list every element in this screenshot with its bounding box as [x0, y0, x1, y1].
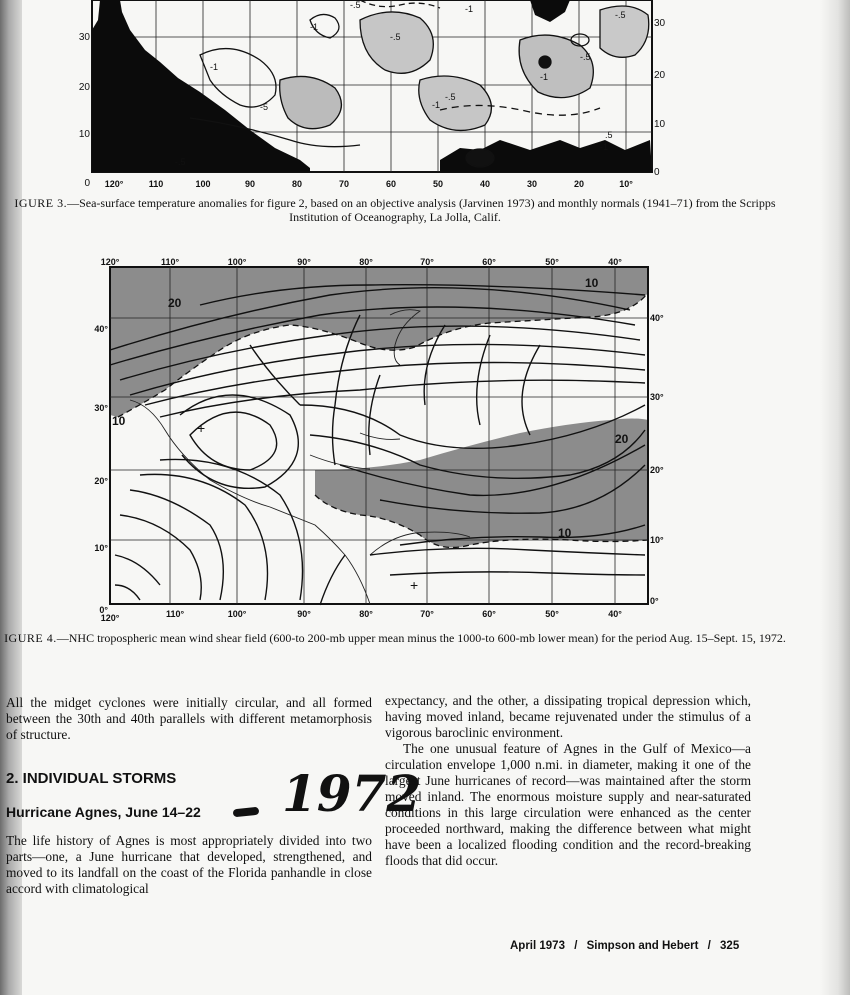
figure-4-lat-label-left: 30°	[94, 403, 108, 413]
figure-3-lon-label: 30	[526, 179, 538, 189]
page-footer	[510, 940, 739, 952]
figure-4-lon-label-top: 40°	[608, 257, 622, 267]
right-column	[385, 693, 751, 869]
figure-4-lat-label-right: 30°	[650, 392, 664, 402]
figure-4-lon-label-bottom: 90°	[297, 609, 311, 619]
figure-3-lat-label: 10	[78, 129, 90, 140]
svg-text:-1: -1	[465, 4, 474, 14]
svg-text:-1: -1	[432, 100, 441, 110]
footer-issue: April 1973	[510, 940, 565, 952]
figure-4-lon-label-top: 120°	[100, 257, 120, 267]
footer-separator: /	[574, 940, 578, 952]
figure-3-caption-lead: IGURE 3.	[14, 196, 68, 210]
svg-text:-.5: -.5	[580, 52, 591, 62]
figure-4-caption-text: —NHC tropospheric mean wind shear field (600-to 200-mb upper mean minus the 1000-to 600-mb lower mean) for the period Aug. 15–Sept. 15, 1972.	[56, 631, 786, 645]
figure-3-lon-label: 50	[432, 179, 444, 189]
left-column-lower	[6, 833, 372, 897]
footer-authors: Simpson and Hebert	[586, 940, 699, 952]
figure-3-lon-label: 70	[338, 179, 350, 189]
figure-3-lon-label: 110	[148, 179, 164, 189]
svg-text:-.5: -.5	[350, 0, 361, 10]
left-column	[6, 695, 372, 743]
figure-4-lat-label-left: 0°	[99, 605, 108, 615]
body-paragraph: The one unusual feature of Agnes in the Gulf of Mexico—a circulation envelope 1,000 n.mi. in diameter, making it one of the largest June hurricanes of record—was maintained after the storm moved inland. The enormous moisture supply and near-saturated conditions in this large circulation were enhanced as the center proceeded northward, making the difference between what might have been a localized flooding condition and the record-breaking floods that did occur.	[385, 741, 751, 868]
figure-3-lat-label: 0	[84, 178, 90, 189]
figure-4-lon-label-bottom: 60°	[482, 609, 496, 619]
figure-3-lat-label-right: 0	[654, 167, 660, 178]
page-number: 325	[720, 940, 740, 952]
figure-3-lat-label-right: 10	[654, 119, 666, 130]
svg-text:-.5: -.5	[390, 32, 401, 42]
figure-4-lon-label-bottom: 50°	[545, 609, 559, 619]
section-heading: 2. INDIVIDUAL STORMS	[6, 770, 177, 787]
svg-text:10: 10	[558, 526, 572, 540]
figure-4-lon-label-top: 50°	[545, 257, 559, 267]
svg-text:.5: .5	[605, 130, 613, 140]
figure-3-lon-label: 120°	[104, 179, 124, 189]
figure-4-lon-label-top: 70°	[420, 257, 434, 267]
scan-right-edge	[820, 0, 850, 995]
svg-text:-1: -1	[310, 22, 319, 32]
handwritten-year: 1972	[282, 764, 422, 823]
figure-4-shaded-south	[315, 419, 648, 548]
figure-4-lon-label-bottom: 110°	[165, 609, 185, 619]
body-paragraph: The life history of Agnes is most appropriately divided into two parts—one, a June hurricane that developed, strengthened, and moved to its landfall on the coast of the Florida panhandle in close accord with climatological	[6, 833, 372, 896]
svg-text:20: 20	[615, 432, 629, 446]
figure-3-lon-label: 90	[244, 179, 256, 189]
body-paragraph: expectancy, and the other, a dissipating tropical depression which, having moved inland, became rejuvenated under the stimulus of a vigorous baroclinic environment.	[385, 693, 751, 740]
svg-text:20: 20	[168, 296, 182, 310]
figure-3-lon-label: 80	[291, 179, 303, 189]
figure-4-caption	[0, 631, 790, 645]
svg-text:-1: -1	[600, 142, 609, 152]
figure-4-lat-label-left: 40°	[94, 324, 108, 334]
figure-4-lat-label-right: 0°	[650, 596, 659, 606]
figure-3-map	[60, 0, 680, 200]
figure-4-lon-label-top: 100°	[227, 257, 247, 267]
figure-3-land-north	[530, 0, 570, 22]
svg-text:-1: -1	[210, 62, 219, 72]
svg-text:10: 10	[112, 414, 126, 428]
figure-4-lon-label-bottom: 70°	[420, 609, 434, 619]
svg-text:-.5: -.5	[175, 157, 186, 167]
figure-4-lat-label-right: 40°	[650, 313, 664, 323]
figure-3-lon-label: 20	[573, 179, 585, 189]
figure-3-lon-label: 100	[195, 179, 211, 189]
svg-text:-.5: -.5	[445, 92, 456, 102]
figure-3-lat-label-right: 20	[654, 70, 666, 81]
figure-4-lon-label-top: 80°	[359, 257, 373, 267]
figure-3-lat-label: 20	[78, 82, 90, 93]
svg-text:-.5: -.5	[615, 10, 626, 20]
figure-3-lat-label-right: 30	[654, 18, 666, 29]
figure-4-center-plus: +	[410, 577, 419, 593]
figure-4-lon-label-bottom: 100°	[227, 609, 247, 619]
figure-3-land-mexico	[92, 0, 310, 172]
figure-4-map	[70, 255, 690, 630]
figure-4-lon-label-bottom: 120°	[100, 613, 120, 623]
handwritten-dash	[233, 807, 260, 818]
figure-3-lon-label: 10°	[619, 179, 633, 189]
figure-4-lat-label-right: 20°	[650, 465, 664, 475]
svg-text:10: 10	[585, 276, 599, 290]
figure-4-lat-label-left: 10°	[94, 543, 108, 553]
body-paragraph: All the midget cyclones were initially circular, and all formed between the 30th and 40th parallels with different metamorphosis of structure.	[6, 695, 372, 742]
figure-3-lon-label: 40	[479, 179, 491, 189]
figure-4-lat-label-right: 10°	[650, 535, 664, 545]
figure-4-lon-label-top: 90°	[297, 257, 311, 267]
figure-3-lon-label: 60	[385, 179, 397, 189]
svg-text:-1: -1	[540, 72, 549, 82]
figure-4-center-plus: +	[197, 420, 206, 436]
footer-separator: /	[707, 940, 711, 952]
figure-4-lat-label-left: 20°	[94, 476, 108, 486]
figure-4-caption-lead: IGURE 4.	[4, 631, 57, 645]
figure-3-caption	[0, 196, 790, 224]
figure-4-lon-label-top: 60°	[482, 257, 496, 267]
subheading: Hurricane Agnes, June 14–22	[6, 804, 201, 820]
svg-text:-5: -5	[260, 102, 269, 112]
figure-4-lon-label-bottom: 80°	[359, 609, 373, 619]
figure-3-lat-label: 30	[78, 32, 90, 43]
figure-3-caption-text: —Sea-surface temperature anomalies for figure 2, based on an objective analysis (Jarvinen 1973) and monthly normals (1941–71) from the Scripps Institution of Oceanography, La Jolla, Calif.	[67, 196, 776, 224]
figure-4-lon-label-bottom: 40°	[608, 609, 622, 619]
figure-4-lon-label-top: 110°	[160, 257, 180, 267]
